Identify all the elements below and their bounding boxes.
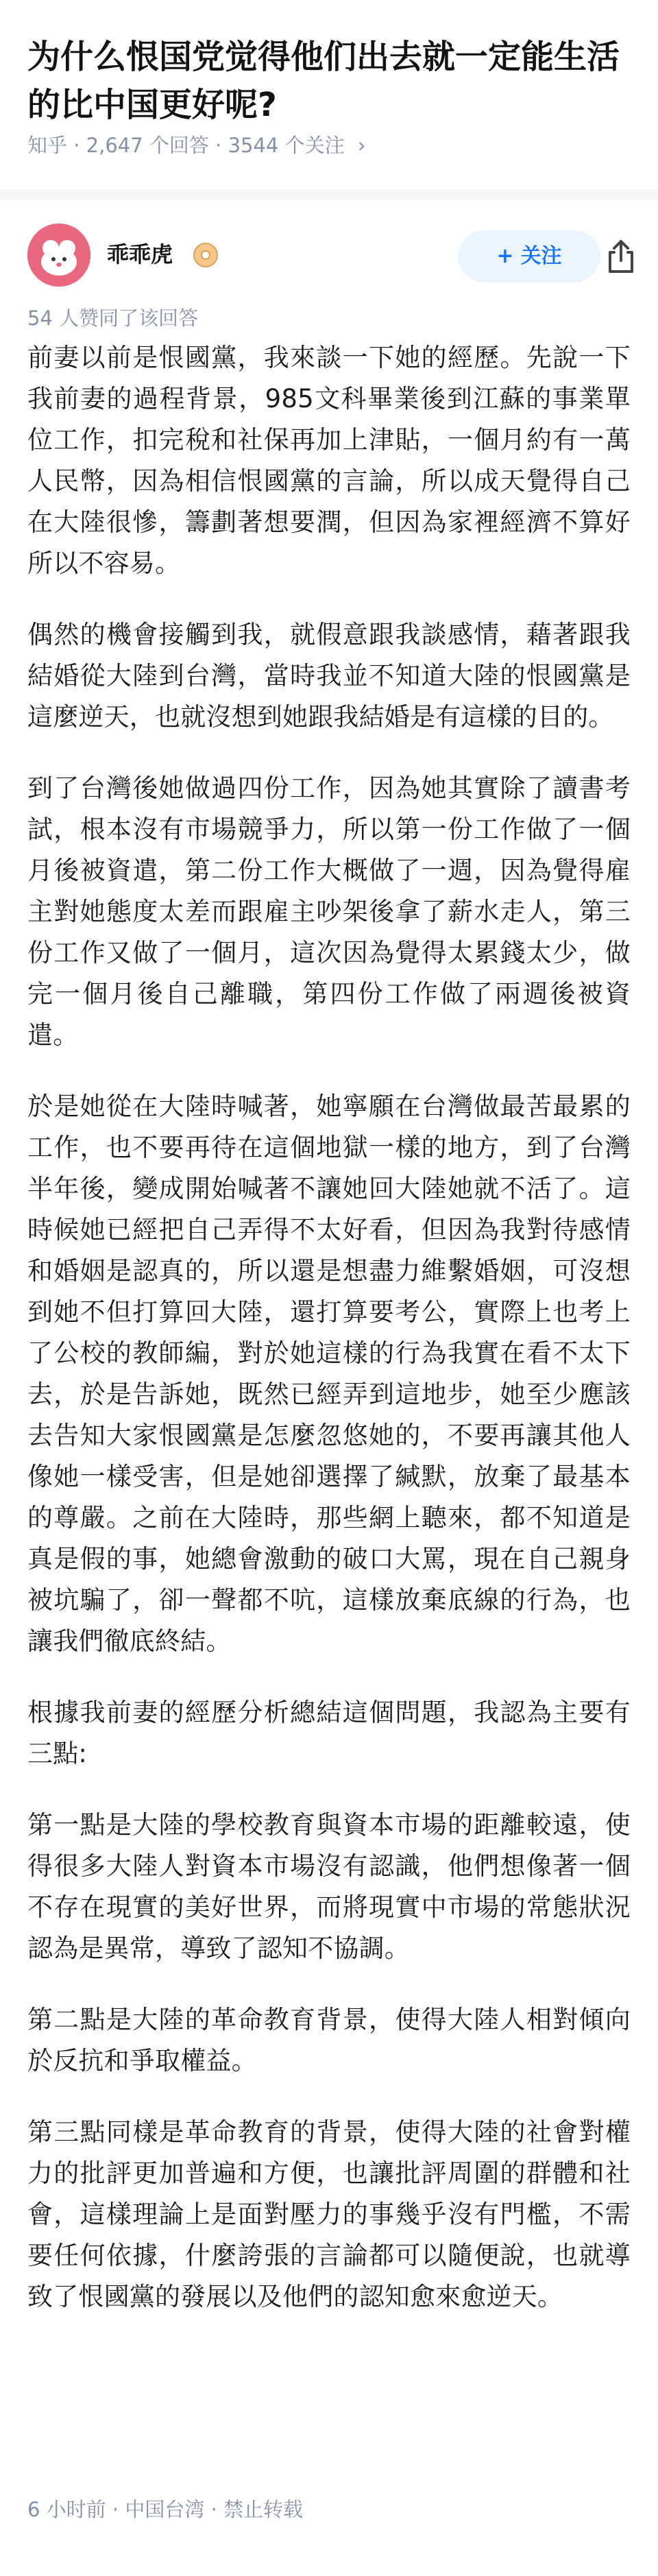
plus-icon: + (496, 244, 514, 268)
answer-paragraph: 第二點是大陸的革命教育背景，使得大陸人相對傾向於反抗和爭取權益。 (27, 2005, 631, 2075)
meta-separator: · (73, 134, 80, 157)
meta-separator: · (112, 2498, 119, 2521)
follow-button[interactable] (458, 230, 600, 282)
author-row (27, 221, 631, 289)
donut-badge-icon[interactable] (192, 241, 219, 269)
followers-count: 3544 个关注 (228, 134, 345, 157)
share-icon[interactable] (599, 234, 643, 278)
answer-paragraph: 到了台灣後她做過四份工作，因為她其實除了讀書考試，根本沒有市場競爭力，所以第一份工作做了一個月後被資遣，第二份工作大概做了一週，因為覺得雇主對她態度太差而跟雇主吵架後拿了薪水走人，第三份工作又做了一個月，這次因為覺得太累錢太少，做完一個月後自己離職，第四份工作做了兩週後被資遣。 (27, 773, 631, 1050)
answer-paragraph: 第三點同樣是革命教育的背景，使得大陸的社會對權力的批評更加普遍和方便，也讓批評周圍的群體和社會，這樣理論上是面對壓力的事幾乎沒有門檻，不需要任何依據，什麼誇張的言論都可以隨便說，也就導致了恨國黨的發展以及他們的認知愈來愈逆天。 (27, 2117, 631, 2311)
vote-count: 54 人赞同了该回答 (27, 306, 199, 330)
copyright-notice: 禁止转载 (223, 2498, 304, 2521)
answer-paragraph: 於是她從在大陸時喊著，她寧願在台灣做最苦最累的工作，也不要再待在這個地獄一樣的地方，到了台灣半年後，變成開始喊著不讓她回大陸她就不活了。這時候她已經把自己弄得不太好看，但因為我對待感情和婚姻是認真的，所以還是想盡力維繫婚姻，可沒想到她不但打算回大陸，還打算要考公，實際上也考上了公校的教師編，對於她這樣的行為我實在看不太下去，於是告訴她，既然已經弄到這地步，她至少應該去告知大家恨國黨是怎麼忽悠她的，不要再讓其他人像她一樣受害，但是她卻選擇了緘默，放棄了最基本的尊嚴。之前在大陸時，那些網上聽來，都不知道是真是假的事，她總會激動的破口大罵，現在自己親身被坑騙了，卻一聲都不吭，這樣放棄底線的行為，也讓我們徹底終結。 (27, 1092, 631, 1656)
answer-footer (27, 2496, 303, 2523)
answer-paragraph: 第一點是大陸的學校教育與資本市場的距離較遠，使得很多大陸人對資本市場沒有認識，他們想像著一個不存在現實的美好世界，而將現實中市場的常態狀況認為是異常，導致了認知不協調。 (27, 1810, 631, 1963)
answer-content (27, 337, 631, 2348)
question-meta[interactable] (27, 132, 365, 159)
meta-separator: · (210, 2498, 217, 2521)
section-divider (0, 189, 658, 200)
post-time: 6 小时前 (27, 2498, 106, 2521)
question-title[interactable]: 为什么恨国党觉得他们出去就一定能生活的比中国更好呢? (27, 38, 620, 124)
avatar[interactable] (27, 224, 90, 287)
follow-label: 关注 (520, 244, 562, 268)
meta-separator: · (215, 134, 222, 157)
chevron-right-icon: › (357, 134, 366, 157)
answer-paragraph: 偶然的機會接觸到我，就假意跟我談感情，藉著跟我結婚從大陸到台灣，當時我並不知道大陸的恨國黨是這麼逆天，也就沒想到她跟我結婚是有這樣的目的。 (27, 620, 631, 732)
answer-paragraph: 根據我前妻的經歷分析總結這個問題，我認為主要有三點: (27, 1698, 631, 1768)
post-location: 中国台湾 (125, 2498, 205, 2521)
author-name[interactable]: 乖乖虎 (107, 241, 173, 267)
avatar-cat-icon (27, 224, 90, 287)
answer-paragraph: 前妻以前是恨國黨，我來談一下她的經歷。先說一下我前妻的過程背景，985文科畢業後到江蘇的事業單位工作，扣完稅和社保再加上津貼，一個月約有一萬人民幣，因為相信恨國黨的言論，所以成天覺得自己在大陸很慘，籌劃著想要潤，但因為家裡經濟不算好所以不容易。 (27, 343, 631, 578)
source-label: 知乎 (27, 134, 68, 157)
answers-count: 2,647 个回答 (86, 134, 209, 157)
